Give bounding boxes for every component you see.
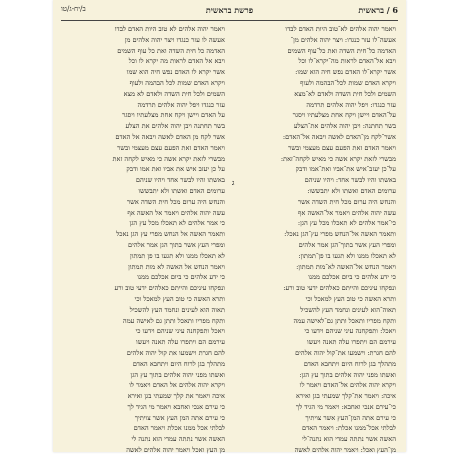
left-column-line: אשר לקח מן האדם לאשה ויבאה אל האדם	[115, 132, 225, 141]
right-column-vocalized-text	[234, 24, 396, 455]
left-column-line: להם חגרת וישמעו את קול יהוה אלהים	[126, 348, 225, 357]
right-column-line: כי עירם אתה המן־העץ אשר צויתיך	[305, 413, 396, 422]
right-column-line: ערומים האדם ואשתו ולא יתבששו:	[307, 186, 396, 195]
left-column-line: ומפרי העץ אשר בתוך הגן אמר אלהים	[128, 240, 225, 249]
right-column-line: אעשה־לו עזר כנגדו: ויצר יהוה אלהים מן־	[290, 35, 396, 44]
right-column-line: והנחש היה ערום מכל חית השדה אשר	[297, 197, 396, 206]
left-column-line: ויאמר יהוה אלהים לא טוב היות האדם לבדו	[114, 25, 225, 33]
left-column-line: באשתו והיו לבשר אחד ויהיו שניהם	[135, 176, 225, 185]
right-column-line: ויאמר האדם זאת הפעם עצם מעצמי ובשר	[288, 143, 396, 152]
right-column-line: עשה יהוה אלהים ויאמר אל־האשה אף	[297, 208, 396, 217]
document-page	[53, 0, 406, 455]
right-column-line: האדמה כל־חית השדה ואת כל־עוף השמים	[287, 46, 396, 55]
right-column-line: ותקח מפריו ותאכל ותתן גם־לאישה עמה	[293, 316, 396, 325]
right-column-line: מתהלך בגן לרוח היום ויתחבא האדם	[303, 359, 396, 368]
right-column-line: ויקרא יהוה אלהים אל־האדם ויאמר לו	[299, 381, 396, 390]
left-column-line: מתהלך בגן לרוח היום ויתחבא האדם	[132, 359, 225, 368]
left-column-line: השמים ולכל חית השדה ולאדם לא מצא	[123, 89, 225, 98]
left-column-line: ערומים האדם ואשתו ולא יתבששו	[138, 186, 225, 195]
right-column-line: ויקרא האדם שמות לכל־הבהמה ולעוף	[300, 78, 396, 87]
left-column-line: לבלתי אכל ממנו אכלת ויאמר האדם	[133, 424, 225, 433]
left-column-line: והנחש היה ערום מכל חית השדה אשר	[126, 197, 225, 206]
right-column-line: ונפקחו עיניכם והייתם כאלהים ידעי טוב ורע:	[283, 284, 396, 293]
page-reference: 6 / בראשית	[358, 5, 398, 15]
right-column-line: לבלתי אכל־ממנו אכלת: ויאמר האדם	[302, 424, 396, 433]
left-column-plain-text	[63, 24, 225, 455]
right-column-line: ותאמר האשה אל־הנחש מפרי עץ־הגן נאכל:	[284, 230, 396, 239]
right-column-line: ויאכל: ותפקחנה עיני שניהם וידעו כי	[304, 327, 396, 336]
right-column-line: אשר־לקח מן־האדם לאשה ויבאה אל־האדם:	[282, 132, 396, 141]
left-column-line: ויקרא האדם שמות לכל הבהמה ולעוף	[129, 78, 225, 87]
left-column-line: אשר יקרא לו האדם נפש חיה הוא שמו	[126, 68, 225, 77]
right-column-line: להם חגרת: וישמעו את־קול יהוה אלהים	[295, 348, 396, 357]
left-column-line: עירמם הם ויתפרו עלה תאנה ויעשו	[136, 338, 225, 347]
right-column-line: ואשתו מפני יהוה אלהים בתוך עץ הגן:	[299, 370, 396, 379]
right-column-line: עזר כנגדו: ויפל יהוה אלהים תרדמה	[306, 100, 396, 109]
right-column-line: אשר יקרא־לו האדם נפש חיה הוא שמו:	[295, 68, 396, 77]
right-column-line: על־האדם ויישן ויקח אחת מצלעתיו ויסגר	[292, 111, 396, 120]
right-column-line: לא תאכלו ממנו ולא תגעו בו פן־תמתון:	[298, 251, 396, 260]
right-column-line: עירמם הם ויתפרו עלה תאנה ויעשו	[307, 338, 396, 347]
left-column-line: עשה יהוה אלהים ויאמר אל האשה אף	[127, 208, 225, 217]
left-column-line: בשר תחתנה ויבן יהוה אלהים את הצלע	[125, 122, 225, 131]
right-column-line: תאוה־הוא לעינים ונחמד העץ להשכיל	[300, 305, 396, 314]
left-column-line: ונפקחו עיניכם והייתם כאלהים ידעי טוב ורע	[114, 284, 225, 293]
parasha-title: פרשת בראשית	[205, 5, 254, 15]
left-column-line: האשה אשר נתתה עמדי הוא נתנה לי	[131, 435, 225, 444]
left-column-line: ואשתו מפני יהוה אלהים בתוך עץ הגן	[130, 370, 225, 379]
left-column-line: תאוה הוא לעינים ונחמד העץ להשכיל	[129, 305, 225, 314]
left-column-line: מן העץ ואכל ויאמר יהוה אלהים לאשה	[126, 446, 225, 455]
right-column-line: השמים ולכל חית השדה ולאדם לא־מצא	[294, 89, 396, 98]
page-header	[53, 4, 406, 20]
right-column-line: מבשרי לזאת יקרא אשה כי מאיש לקחה־זאת:	[280, 154, 396, 163]
left-column-line: איכה ויאמר את קלך שמעתי בגן ואירא	[127, 392, 225, 401]
right-column-line: על־כן יעזב־איש את־אביו ואת־אמו ודבק	[295, 165, 396, 174]
right-column-line: מן־העץ ואכל: ויאמר יהוה אלהים לאשה	[294, 446, 396, 455]
left-column-line: לא תאכלו ממנו ולא תגעו בו פן תמתון	[130, 251, 225, 260]
left-column-line: ויאמר הנחש אל האשה לא מות תמתון	[128, 262, 225, 271]
right-column-line: כי־אמר אלהים לא תאכלו מכל עץ הגן:	[297, 219, 396, 228]
left-column-line: כי עירם אנכי ואחבא ויאמר מי הגיד לך	[127, 402, 225, 411]
right-column-line: ותרא האשה כי טוב העץ למאכל וכי	[305, 294, 396, 303]
right-column-line: האשה אשר נתתה עמדי הוא נתנה־לי	[302, 435, 396, 444]
left-column-line: עזר כנגדו ויפל יהוה אלהים תרדמה	[137, 100, 225, 109]
right-column-line: ומפרי העץ אשר בתוך־הגן אמר אלהים	[298, 240, 396, 249]
right-column-line: ויאמר הנחש אל־האשה לא־מות תמתון:	[296, 262, 396, 271]
left-column-line: האדמה כל חית השדה ואת כל עוף השמים	[117, 46, 225, 55]
header-rule	[61, 20, 398, 21]
left-column-line: על כן יעזב איש את אביו ואת אמו ודבק	[126, 165, 225, 174]
chapter-marker: ג	[232, 178, 235, 187]
right-column-line: באשתו והיו לבשר אחד: ויהיו שניהם	[304, 176, 396, 185]
left-column-line: ותאמר האשה אל הנחש מפרי עץ הגן נאכל	[116, 230, 225, 239]
left-column-line: כי ידע אלהים כי ביום אכלכם ממנו	[137, 273, 225, 282]
right-column-line: בשר תחתנה: ויבן יהוה אלהים את־הצלע	[293, 122, 396, 131]
left-column-line: מבשרי לזאת יקרא אשה כי מאיש לקחה זאת	[112, 154, 225, 163]
verse-reference: ב/יח-ג/טו	[61, 5, 86, 13]
right-column-line: ויבא אל־האדם לראות מה־יקרא־לו וכל	[298, 57, 396, 66]
left-column-line: ויבא אל האדם לראות מה יקרא לו וכל	[128, 57, 225, 66]
right-column-line: איכה: ויאמר את־קלך שמעתי בגן ואירא	[296, 392, 396, 401]
left-column-line: ויקרא יהוה אלהים אל האדם ויאמר לו	[129, 381, 225, 390]
left-column-line: כי עירם אתה המן העץ אשר צויתיך	[134, 413, 225, 422]
left-column-line: על האדם ויישן ויקח אחת מצלעתיו ויסגר	[122, 111, 225, 120]
right-column-line: כי־עירם אנכי ואחבא: ויאמר מי הגיד לך	[295, 402, 396, 411]
left-column-line: אעשה לו עזר כנגדו ויצר יהוה אלהים מן	[124, 35, 225, 44]
right-column-line: ויאמר יהוה אלהים לא־טוב היות האדם לבדו	[285, 25, 396, 33]
left-column-line: ויאמר האדם זאת הפעם עצם מעצמי ובשר	[117, 143, 225, 152]
right-column-line: כי ידע אלהים כי ביום אכלכם ממנו	[308, 273, 396, 282]
left-column-line: כי אמר אלהים לא תאכלו מכל עץ הגן	[129, 219, 225, 228]
left-column-line: ותרא האשה כי טוב העץ למאכל וכי	[134, 294, 225, 303]
left-column-line: ויאכל ותפקחנה עיני שניהם וידעו כי	[135, 327, 225, 336]
left-column-line: ותקח מפריו ותאכל ותתן גם לאישה עמה	[122, 316, 225, 325]
